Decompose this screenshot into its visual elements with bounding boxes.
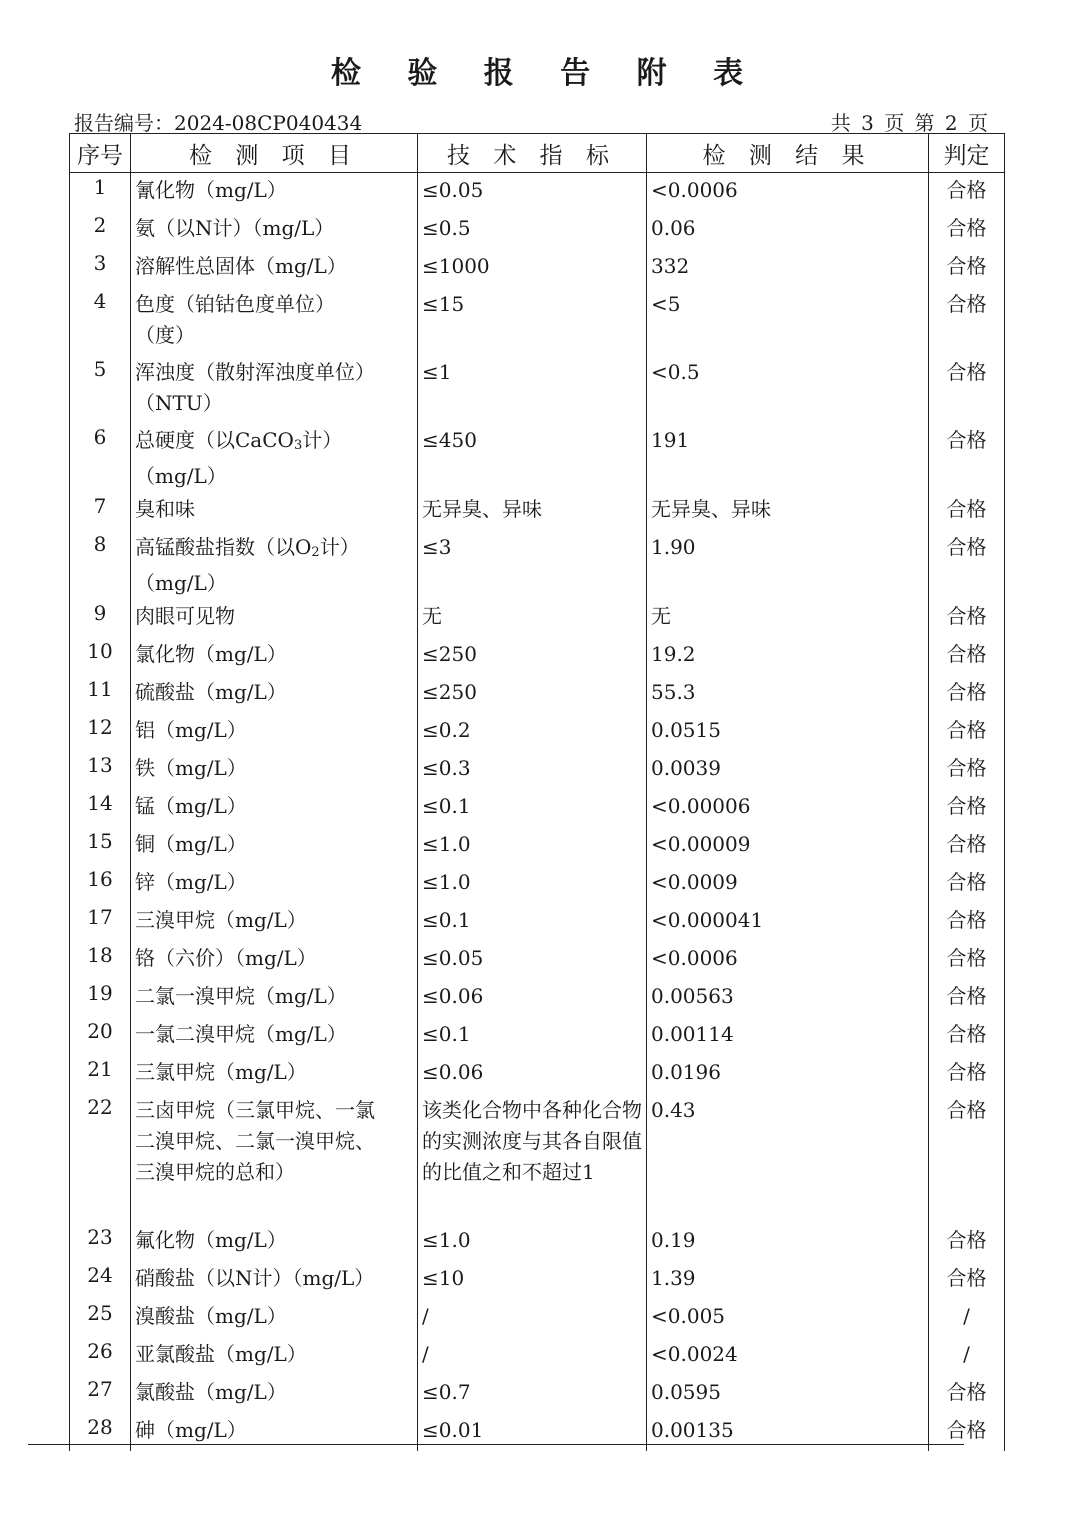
- technical-spec: [418, 1223, 647, 1261]
- technical-spec: [418, 173, 647, 212]
- item-name: [131, 713, 418, 751]
- item-name-line: 锌（mg/L）: [135, 870, 247, 894]
- table-header-row: [70, 134, 1005, 173]
- header-result: 检 测 结 果: [647, 134, 929, 173]
- item-name-line: 三氯甲烷（mg/L）: [135, 1060, 307, 1084]
- technical-spec: [418, 903, 647, 941]
- technical-spec: [418, 423, 647, 492]
- table-row: [70, 675, 1005, 713]
- inspection-table: [69, 133, 1005, 1451]
- item-name-line: （度）: [135, 323, 195, 347]
- test-result: 191: [647, 423, 929, 492]
- judgement: 合格: [929, 713, 1005, 751]
- technical-spec-line: ≤0.7: [422, 1380, 471, 1404]
- technical-spec-line: ≤450: [422, 428, 477, 452]
- row-number: 22: [70, 1093, 131, 1223]
- technical-spec: [418, 287, 647, 355]
- header-judge: 判定: [929, 134, 1005, 173]
- row-number: 7: [70, 492, 131, 530]
- item-name-line: 三溴甲烷（mg/L）: [135, 908, 307, 932]
- item-name-line: 铬（六价）（mg/L）: [135, 946, 317, 970]
- judgement: 合格: [929, 1223, 1005, 1261]
- test-result: <0.000041: [647, 903, 929, 941]
- technical-spec-line: ≤0.5: [422, 216, 471, 240]
- judgement: 合格: [929, 530, 1005, 599]
- item-name: [131, 1093, 418, 1223]
- technical-spec: [418, 530, 647, 599]
- table-row: [70, 211, 1005, 249]
- row-number: 15: [70, 827, 131, 865]
- item-name-line: 氰化物（mg/L）: [135, 178, 287, 202]
- technical-spec-line: /: [422, 1342, 429, 1366]
- item-name-line: 一氯二溴甲烷（mg/L）: [135, 1022, 347, 1046]
- technical-spec: [418, 492, 647, 530]
- row-number: 1: [70, 173, 131, 212]
- judgement: /: [929, 1299, 1005, 1337]
- table-row: [70, 637, 1005, 675]
- table-row: [70, 599, 1005, 637]
- judgement: /: [929, 1337, 1005, 1375]
- test-result: <0.0024: [647, 1337, 929, 1375]
- item-name-line: 氨（以N计）（mg/L）: [135, 216, 335, 240]
- item-name: [131, 249, 418, 287]
- technical-spec: [418, 1261, 647, 1299]
- table-row: [70, 249, 1005, 287]
- technical-spec-line: ≤10: [422, 1266, 465, 1290]
- item-name-line: 氯化物（mg/L）: [135, 642, 287, 666]
- row-number: 10: [70, 637, 131, 675]
- judgement: 合格: [929, 1261, 1005, 1299]
- judgement: 合格: [929, 903, 1005, 941]
- table-row: [70, 903, 1005, 941]
- item-name: [131, 1299, 418, 1337]
- technical-spec: [418, 1413, 647, 1451]
- technical-spec-line: ≤1.0: [422, 832, 471, 856]
- test-result: <0.00006: [647, 789, 929, 827]
- row-number: 3: [70, 249, 131, 287]
- technical-spec: [418, 1055, 647, 1093]
- row-number: 27: [70, 1375, 131, 1413]
- test-result: 1.90: [647, 530, 929, 599]
- technical-spec: [418, 675, 647, 713]
- table-row: [70, 1261, 1005, 1299]
- table-row: [70, 1017, 1005, 1055]
- row-number: 24: [70, 1261, 131, 1299]
- judgement: 合格: [929, 1017, 1005, 1055]
- technical-spec-line: 各自限值的比值之和: [422, 1129, 642, 1184]
- test-result: <0.0006: [647, 941, 929, 979]
- judgement: 合格: [929, 211, 1005, 249]
- judgement: 合格: [929, 1093, 1005, 1223]
- table-row: [70, 713, 1005, 751]
- item-name: [131, 211, 418, 249]
- technical-spec-line: ≤250: [422, 680, 477, 704]
- technical-spec-line: ≤0.1: [422, 908, 471, 932]
- technical-spec: [418, 211, 647, 249]
- technical-spec-line: ≤1: [422, 360, 452, 384]
- row-number: 19: [70, 979, 131, 1017]
- judgement: 合格: [929, 865, 1005, 903]
- row-number: 6: [70, 423, 131, 492]
- row-number: 14: [70, 789, 131, 827]
- test-result: 0.0039: [647, 751, 929, 789]
- judgement: 合格: [929, 1413, 1005, 1451]
- judgement: 合格: [929, 827, 1005, 865]
- table-row: [70, 1093, 1005, 1223]
- technical-spec: [418, 865, 647, 903]
- table-row: [70, 865, 1005, 903]
- report-number: 报告编号：2024-08CP040434: [74, 111, 363, 135]
- row-number: 26: [70, 1337, 131, 1375]
- test-result: <0.005: [647, 1299, 929, 1337]
- item-name: [131, 941, 418, 979]
- item-name: [131, 1413, 418, 1451]
- item-name: [131, 1375, 418, 1413]
- item-name: [131, 1223, 418, 1261]
- item-name-line: 二氯一溴甲烷（mg/L）: [135, 984, 347, 1008]
- item-name-text: 高锰酸盐指数（以O: [135, 535, 312, 559]
- technical-spec: [418, 827, 647, 865]
- judgement: 合格: [929, 1375, 1005, 1413]
- item-name: [131, 492, 418, 530]
- row-number: 23: [70, 1223, 131, 1261]
- technical-spec: [418, 1093, 647, 1223]
- table-row: [70, 1337, 1005, 1375]
- table-row: [70, 287, 1005, 355]
- row-number: 25: [70, 1299, 131, 1337]
- judgement: 合格: [929, 637, 1005, 675]
- item-name-line: 硫酸盐（mg/L）: [135, 680, 287, 704]
- technical-spec: [418, 979, 647, 1017]
- technical-spec-line: ≤15: [422, 292, 465, 316]
- table-row: [70, 979, 1005, 1017]
- row-number: 18: [70, 941, 131, 979]
- table-row: [70, 355, 1005, 423]
- item-name-text: 总硬度（以CaCO: [135, 428, 294, 452]
- header-item: 检 测 项 目: [131, 134, 418, 173]
- page-info: 共 3 页 第 2 页: [830, 111, 988, 135]
- item-name: [131, 865, 418, 903]
- judgement: 合格: [929, 287, 1005, 355]
- row-number: 8: [70, 530, 131, 599]
- technical-spec-line: 无异臭、异味: [422, 497, 542, 521]
- item-name-line: 色度（铂钴色度单位）: [135, 292, 335, 316]
- header-spec: 技 术 指 标: [418, 134, 647, 173]
- technical-spec-line: ≤0.2: [422, 718, 471, 742]
- row-number: 5: [70, 355, 131, 423]
- item-name-line: 溶解性总固体（mg/L）: [135, 254, 347, 278]
- judgement: 合格: [929, 1055, 1005, 1093]
- judgement: 合格: [929, 173, 1005, 212]
- item-name-line: 硝酸盐（以N计）（mg/L）: [135, 1266, 375, 1290]
- technical-spec-line: ≤250: [422, 642, 477, 666]
- judgement: 合格: [929, 751, 1005, 789]
- technical-spec: [418, 637, 647, 675]
- test-result: 无: [647, 599, 929, 637]
- table-row: [70, 827, 1005, 865]
- item-name-line: 铁（mg/L）: [135, 756, 247, 780]
- technical-spec-line: ≤0.06: [422, 984, 484, 1008]
- test-result: <0.0009: [647, 865, 929, 903]
- test-result: 0.00114: [647, 1017, 929, 1055]
- test-result: <5: [647, 287, 929, 355]
- item-name: [131, 637, 418, 675]
- test-result: 0.00135: [647, 1413, 929, 1451]
- test-result: 0.19: [647, 1223, 929, 1261]
- test-result: 0.0196: [647, 1055, 929, 1093]
- technical-spec: [418, 1375, 647, 1413]
- technical-spec-line: 不超过1: [522, 1160, 595, 1184]
- judgement: 合格: [929, 355, 1005, 423]
- item-name-line: （mg/L）: [135, 464, 227, 488]
- technical-spec-line: ≤0.01: [422, 1418, 484, 1442]
- item-name: [131, 287, 418, 355]
- item-name-line: 铜（mg/L）: [135, 832, 247, 856]
- technical-spec-line: ≤0.3: [422, 756, 471, 780]
- test-result: <0.0006: [647, 173, 929, 212]
- test-result: 0.00563: [647, 979, 929, 1017]
- technical-spec: [418, 941, 647, 979]
- item-name-line: 氯酸盐（mg/L）: [135, 1380, 287, 1404]
- item-name: [131, 530, 418, 599]
- technical-spec-line: ≤0.05: [422, 178, 484, 202]
- table-row: [70, 173, 1005, 212]
- item-name-subscript: 2: [311, 545, 320, 560]
- technical-spec: [418, 1299, 647, 1337]
- technical-spec: [418, 599, 647, 637]
- technical-spec: [418, 789, 647, 827]
- table-row: [70, 492, 1005, 530]
- item-name: [131, 751, 418, 789]
- table-row: [70, 530, 1005, 599]
- item-name: [131, 979, 418, 1017]
- item-name-line: [135, 532, 414, 568]
- judgement: 合格: [929, 492, 1005, 530]
- row-number: 16: [70, 865, 131, 903]
- test-result: <0.00009: [647, 827, 929, 865]
- table-row: [70, 941, 1005, 979]
- test-result: 0.06: [647, 211, 929, 249]
- item-name: [131, 599, 418, 637]
- test-result: 1.39: [647, 1261, 929, 1299]
- table-row: [70, 1299, 1005, 1337]
- row-number: 13: [70, 751, 131, 789]
- item-name-subscript: 3: [293, 438, 303, 453]
- row-number: 12: [70, 713, 131, 751]
- technical-spec: [418, 713, 647, 751]
- item-name: [131, 903, 418, 941]
- test-result: 无异臭、异味: [647, 492, 929, 530]
- item-name-line: 砷（mg/L）: [135, 1418, 247, 1442]
- judgement: 合格: [929, 941, 1005, 979]
- test-result: 332: [647, 249, 929, 287]
- item-name-line: 二溴甲烷、二氯一溴甲烷、: [135, 1129, 375, 1153]
- technical-spec-line: ≤0.1: [422, 794, 471, 818]
- item-name-line: 浑浊度（散射浑浊度单位）: [135, 360, 375, 384]
- item-name-line: （NTU）: [135, 391, 223, 415]
- row-number: 28: [70, 1413, 131, 1451]
- judgement: 合格: [929, 789, 1005, 827]
- test-result: <0.5: [647, 355, 929, 423]
- technical-spec-line: 无: [422, 604, 442, 628]
- judgement: 合格: [929, 423, 1005, 492]
- table-row: [70, 1413, 1005, 1451]
- page-title: 检 验 报 告 附 表: [330, 56, 762, 91]
- technical-spec-line: ≤1.0: [422, 870, 471, 894]
- technical-spec-line: ≤0.06: [422, 1060, 484, 1084]
- item-name: [131, 173, 418, 212]
- item-name-text: 计）: [319, 535, 360, 559]
- row-number: 17: [70, 903, 131, 941]
- judgement: 合格: [929, 249, 1005, 287]
- item-name-line: 溴酸盐（mg/L）: [135, 1304, 287, 1328]
- test-result: 55.3: [647, 675, 929, 713]
- item-name-line: 三卤甲烷（三氯甲烷、一氯: [135, 1098, 375, 1122]
- technical-spec-line: ≤1.0: [422, 1228, 471, 1252]
- item-name-line: 亚氯酸盐（mg/L）: [135, 1342, 307, 1366]
- table-row: [70, 1055, 1005, 1093]
- technical-spec: [418, 1337, 647, 1375]
- row-number: 9: [70, 599, 131, 637]
- technical-spec-line: ≤1000: [422, 254, 490, 278]
- item-name-line: 锰（mg/L）: [135, 794, 247, 818]
- technical-spec-line: 该类化合物中各种化: [422, 1098, 602, 1122]
- row-number: 4: [70, 287, 131, 355]
- item-name-line: [135, 425, 414, 461]
- item-name-line: 三溴甲烷的总和）: [135, 1160, 295, 1184]
- technical-spec-line: ≤0.05: [422, 946, 484, 970]
- item-name: [131, 355, 418, 423]
- item-name-line: 氟化物（mg/L）: [135, 1228, 287, 1252]
- test-result: 0.0515: [647, 713, 929, 751]
- test-result: 19.2: [647, 637, 929, 675]
- item-name: [131, 1055, 418, 1093]
- table-row: [70, 1223, 1005, 1261]
- row-number: 11: [70, 675, 131, 713]
- item-name: [131, 675, 418, 713]
- item-name-line: 臭和味: [135, 497, 195, 521]
- technical-spec-line: ≤3: [422, 535, 452, 559]
- technical-spec: [418, 249, 647, 287]
- technical-spec: [418, 1017, 647, 1055]
- header-no: 序号: [70, 134, 131, 173]
- item-name: [131, 423, 418, 492]
- technical-spec-line: ≤0.1: [422, 1022, 471, 1046]
- item-name-line: 铝（mg/L）: [135, 718, 247, 742]
- item-name: [131, 1017, 418, 1055]
- item-name: [131, 1261, 418, 1299]
- row-number: 2: [70, 211, 131, 249]
- row-number: 21: [70, 1055, 131, 1093]
- test-result: 0.43: [647, 1093, 929, 1223]
- item-name: [131, 1337, 418, 1375]
- item-name: [131, 789, 418, 827]
- test-result: 0.0595: [647, 1375, 929, 1413]
- judgement: 合格: [929, 599, 1005, 637]
- table-row: [70, 423, 1005, 492]
- table-row: [70, 751, 1005, 789]
- technical-spec-line: 合物的实测浓度与其: [422, 1098, 642, 1153]
- judgement: 合格: [929, 675, 1005, 713]
- judgement: 合格: [929, 979, 1005, 1017]
- item-name-line: （mg/L）: [135, 571, 227, 595]
- table-row: [70, 789, 1005, 827]
- bottom-rule: [28, 1444, 964, 1445]
- item-name-text: 计）: [302, 428, 343, 452]
- technical-spec: [418, 355, 647, 423]
- technical-spec: [418, 751, 647, 789]
- table-row: [70, 1375, 1005, 1413]
- item-name: [131, 827, 418, 865]
- item-name-line: 肉眼可见物: [135, 604, 235, 628]
- row-number: 20: [70, 1017, 131, 1055]
- technical-spec-line: /: [422, 1304, 429, 1328]
